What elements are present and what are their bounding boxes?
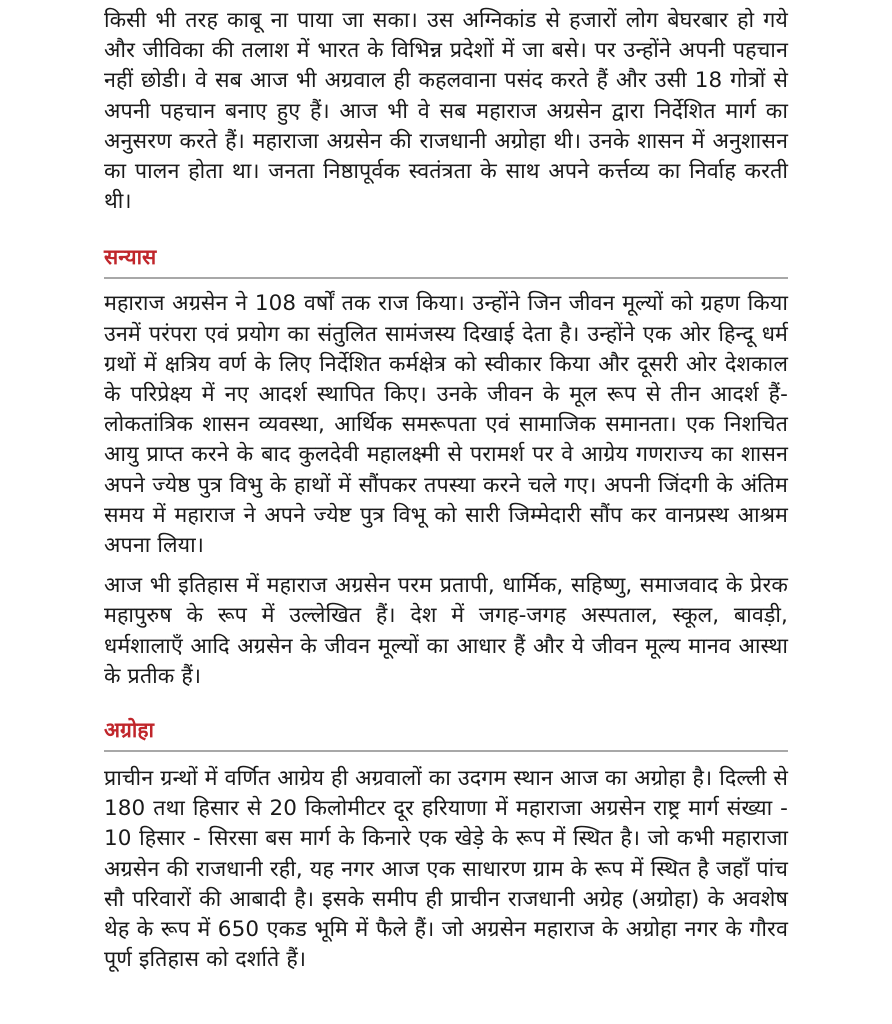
section-heading-sanyas: सन्यास — [104, 245, 157, 270]
section-divider — [104, 277, 788, 279]
agroha-paragraph-1: प्राचीन ग्रन्थों में वर्णित आग्रेय ही अग्रवालों का उदगम स्थान आज का अग्रोहा है। दिल्ली से 180 तथा हिसार से 20 किलोमीटर दूर हरियाणा में महाराजा अग्रसेन राष्ट्र मार्ग संख्या - 10 हिसार - सिरसा बस मार्ग के किनारे एक खेड़े के रूप में स्थित है। जो कभी महाराजा अग्रसेन की राजधानी रही, यह नगर आज एक साधारण ग्राम के रूप में स्थित है जहाँ पांच सौ परिवारों की आबादी है। इसके समीप ही प्राचीन राजधानी अग्रेह (अग्रोहा) के अवशेष थेह के रूप में 650 एकड भूमि में फैले हैं। जो अग्रसेन महाराज के अग्रोहा नगर के गौरव पूर्ण इतिहास को दर्शाते हैं। — [104, 766, 789, 973]
section-heading-agroha: अग्रोहा — [104, 718, 154, 743]
intro-paragraph: किसी भी तरह काबू ना पाया जा सका। उस अग्निकांड से हजारों लोग बेघरबार हो गये और जीविका की तलाश में भारत के विभिन्न प्रदेशों में जा बसे। पर उन्होंने अपनी पहचान नहीं छोडी। वे सब आज भी अग्रवाल ही कहलवाना पसंद करते हैं और उसी 18 गोत्रों से अपनी पहचान बनाए हुए हैं। आज भी वे सब महाराज अग्रसेन द्वारा निर्देशित मार्ग का अनुसरण करते हैं। महाराजा अग्रसेन की राजधानी अग्रोहा थी। उनके शासन में अनुशासन का पालन होता था। जनता निष्ठापूर्वक स्वतंत्रता के साथ अपने कर्त्तव्य का निर्वाह करती थी। — [104, 8, 788, 215]
sanyas-paragraph-1: महाराज अग्रसेन ने 108 वर्षों तक राज किया। उन्होंने जिन जीवन मूल्यों को ग्रहण किया उनमें परंपरा एवं प्रयोग का संतुलित सामंजस्य दिखाई देता है। उन्होंने एक ओर हिन्दू धर्म ग्रथों में क्षत्रिय वर्ण के लिए निर्देशित कर्मक्षेत्र को स्वीकार किया और दूसरी ओर देशकाल के परिप्रेक्ष्य में नए आदर्श स्थापित किए। उनके जीवन के मूल रूप से तीन आदर्श हैं- लोकतांत्रिक शासन व्यवस्था, आर्थिक समरूपता एवं सामाजिक समानता। एक निशचित आयु प्राप्त करने के बाद कुलदेवी महालक्ष्मी से परामर्श पर वे आग्रेय गणराज्य का शासन अपने ज्येष्ठ पुत्र विभु के हाथों में सौंपकर तपस्या करने चले गए। अपनी जिंदगी के अंतिम समय में महाराज ने अपने ज्येष्ट पुत्र विभू को सारी जिम्मेदारी सौंप कर वानप्रस्थ आश्रम अपना लिया। — [104, 291, 788, 559]
sanyas-paragraph-2: आज भी इतिहास में महाराज अग्रसेन परम प्रतापी, धार्मिक, सहिष्णु, समाजवाद के प्रेरक महापुरुष के रूप में उल्लेखित हैं। देश में जगह-जगह अस्पताल, स्कूल, बावड़ी, धर्मशालाएँ आदि अग्रसेन के जीवन मूल्यों का आधार हैं और ये जीवन मूल्य मानव आस्था के प्रतीक हैं। — [104, 573, 788, 689]
section-divider — [104, 750, 788, 752]
